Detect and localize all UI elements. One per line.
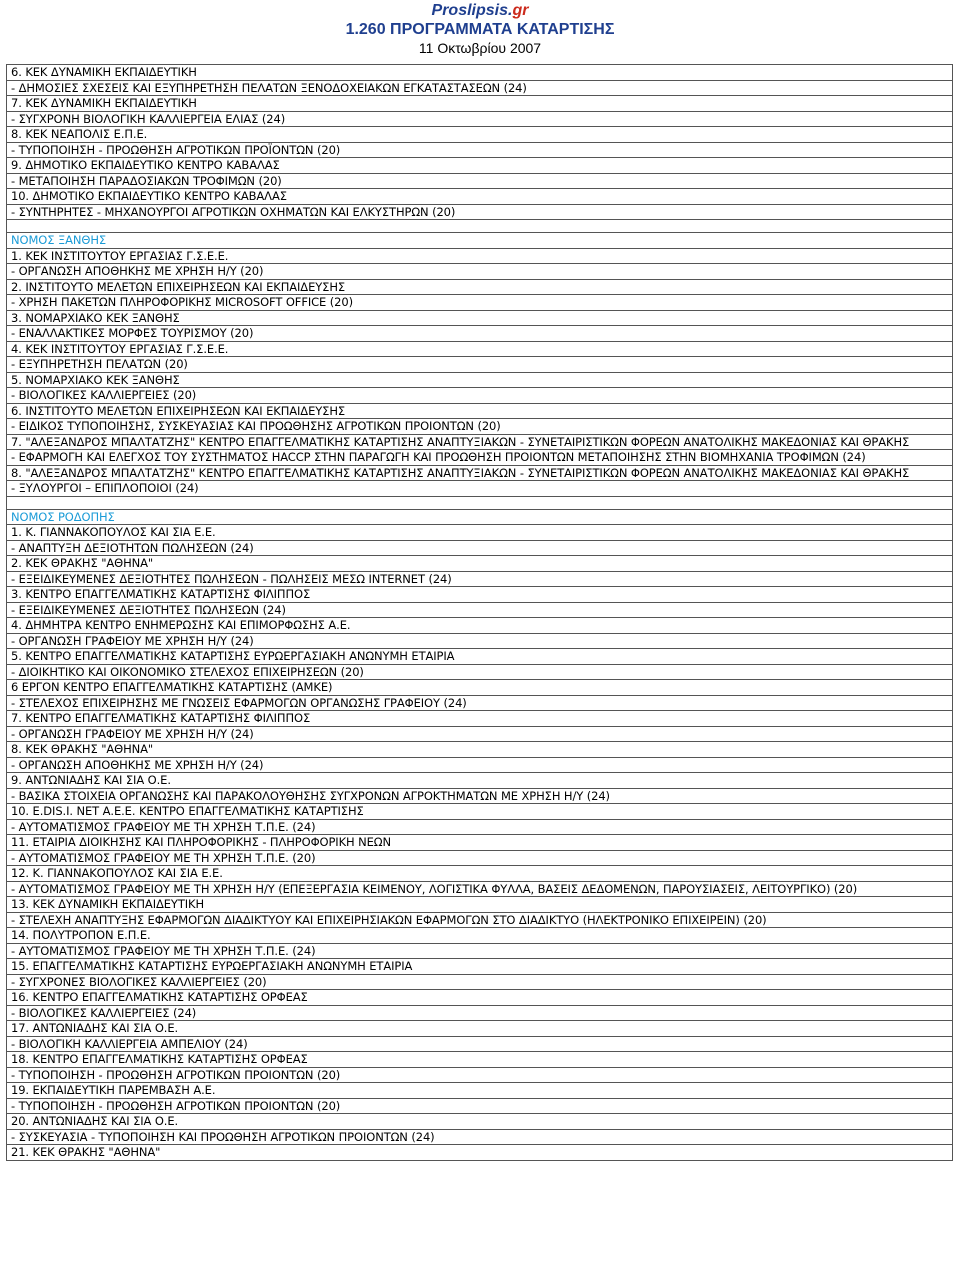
table-row xyxy=(7,850,953,866)
row-text: 1. Κ. ΓΙΑΝΝΑΚΟΠΟΥΛΟΣ ΚΑΙ ΣΙΑ Ε.Ε. xyxy=(7,525,953,541)
section-heading-row xyxy=(7,233,953,249)
row-text: 5. ΝΟΜΑΡΧΙΑΚΟ ΚΕΚ ΞΑΝΘΗΣ xyxy=(7,372,953,388)
row-text: - ΣΥΓΧΡΟΝΕΣ ΒΙΟΛΟΓΙΚΕΣ ΚΑΛΛΙΕΡΓΕΙΕΣ (20) xyxy=(7,974,953,990)
row-text: - ΟΡΓΑΝΩΣΗ ΓΡΑΦΕΙΟΥ ΜΕ ΧΡΗΣΗ Η/Υ (24) xyxy=(7,726,953,742)
row-text: - ΟΡΓΑΝΩΣΗ ΓΡΑΦΕΙΟΥ ΜΕ ΧΡΗΣΗ Η/Υ (24) xyxy=(7,633,953,649)
table-row xyxy=(7,881,953,897)
spacer-cell xyxy=(7,220,953,233)
table-row xyxy=(7,571,953,587)
table-row xyxy=(7,96,953,112)
table-row xyxy=(7,1083,953,1099)
table-row xyxy=(7,587,953,603)
row-text: - ΑΥΤΟΜΑΤΙΣΜΟΣ ΓΡΑΦΕΙΟΥ ΜΕ ΤΗ ΧΡΗΣΗ Η/Υ (ΕΠΕΞΕΡΓΑΣΙΑ ΚΕΙΜΕΝΟΥ, ΛΟΓΙΣΤΙΚΑ ΦΥΛΛΑ, ΒΑΣΕΙΣ ΔΕΔΟΜΕΝΩΝ, ΠΑΡΟΥΣΙΑΣΕΙΣ, ΛΕΙΤΟΥΡΓΙΚΟ) (20) xyxy=(7,881,953,897)
table-row xyxy=(7,1129,953,1145)
table-row xyxy=(7,757,953,773)
table-row xyxy=(7,279,953,295)
row-text: 21. ΚΕΚ ΘΡΑΚΗΣ "ΑΘΗΝΑ" xyxy=(7,1145,953,1161)
row-text: 7. "ΑΛΕΞΑΝΔΡΟΣ ΜΠΑΛΤΑΤΖΗΣ" ΚΕΝΤΡΟ ΕΠΑΓΓΕΛΜΑΤΙΚΗΣ ΚΑΤΑΡΤΙΣΗΣ ΑΝΑΠΤΥΞΙΑΚΩΝ - ΣΥΝΕΤΑΙΡΙΣΤΙΚΩΝ ΦΟΡΕΩΝ ΑΝΑΤΟΛΙΚΗΣ ΜΑΚΕΔΟΝΙΑΣ ΚΑΙ ΘΡΑΚΗΣ xyxy=(7,434,953,450)
table-row xyxy=(7,127,953,143)
brand-name: Proslipsis. xyxy=(431,2,513,19)
row-text: 17. ΑΝΤΩΝΙΑΔΗΣ ΚΑΙ ΣΙΑ Ο.Ε. xyxy=(7,1021,953,1037)
row-text: 20. ΑΝΤΩΝΙΑΔΗΣ ΚΑΙ ΣΙΑ Ο.Ε. xyxy=(7,1114,953,1130)
row-text: 2. ΙΝΣΤΙΤΟΥΤΟ ΜΕΛΕΤΩΝ ΕΠΙΧΕΙΡΗΣΕΩΝ ΚΑΙ ΕΚΠΑΙΔΕΥΣΗΣ xyxy=(7,279,953,295)
table-row xyxy=(7,388,953,404)
table-row xyxy=(7,695,953,711)
table-row xyxy=(7,897,953,913)
table-row xyxy=(7,481,953,497)
programs-table xyxy=(6,64,953,1161)
row-text: 15. ΕΠΑΓΓΕΛΜΑΤΙΚΗΣ ΚΑΤΑΡΤΙΣΗΣ ΕΥΡΩΕΡΓΑΣΙΑΚΗ ΑΝΩΝΥΜΗ ΕΤΑΙΡΙΑ xyxy=(7,959,953,975)
table-row xyxy=(7,310,953,326)
row-text: - ΕΝΑΛΛΑΚΤΙΚΕΣ ΜΟΡΦΕΣ ΤΟΥΡΙΣΜΟΥ (20) xyxy=(7,326,953,342)
table-row xyxy=(7,173,953,189)
row-text: - ΟΡΓΑΝΩΣΗ ΑΠΟΘΗΚΗΣ ΜΕ ΧΡΗΣΗ Η/Υ (20) xyxy=(7,264,953,280)
table-row xyxy=(7,804,953,820)
row-text: - ΒΙΟΛΟΓΙΚΕΣ ΚΑΛΛΙΕΡΓΕΙΕΣ (20) xyxy=(7,388,953,404)
row-text: 16. ΚΕΝΤΡΟ ΕΠΑΓΓΕΛΜΑΤΙΚΗΣ ΚΑΤΑΡΤΙΣΗΣ ΟΡΦΕΑΣ xyxy=(7,990,953,1006)
row-text: - ΣΥΣΚΕΥΑΣΙΑ - ΤΥΠΟΠΟΙΗΣΗ ΚΑΙ ΠΡΟΩΘΗΣΗ ΑΓΡΟΤΙΚΩΝ ΠΡΟΙΟΝΤΩΝ (24) xyxy=(7,1129,953,1145)
row-text: 4. ΔΗΜΗΤΡΑ ΚΕΝΤΡΟ ΕΝΗΜΕΡΩΣΗΣ ΚΑΙ ΕΠΙΜΟΡΦΩΣΗΣ Α.Ε. xyxy=(7,618,953,634)
section-heading: ΝΟΜΟΣ ΞΑΝΘΗΣ xyxy=(7,233,953,249)
programs-table-body xyxy=(7,65,953,1161)
row-text: 8. "ΑΛΕΞΑΝΔΡΟΣ ΜΠΑΛΤΑΤΖΗΣ" ΚΕΝΤΡΟ ΕΠΑΓΓΕΛΜΑΤΙΚΗΣ ΚΑΤΑΡΤΙΣΗΣ ΑΝΑΠΤΥΞΙΑΚΩΝ - ΣΥΝΕΤΑΙΡΙΣΤΙΚΩΝ ΦΟΡΕΩΝ ΑΝΑΤΟΛΙΚΗΣ ΜΑΚΕΔΟΝΙΑΣ ΚΑΙ ΘΡΑΚΗΣ xyxy=(7,465,953,481)
row-text: 10. ΔΗΜΟΤΙΚΟ ΕΚΠΑΙΔΕΥΤΙΚΟ ΚΕΝΤΡΟ ΚΑΒΑΛΑΣ xyxy=(7,189,953,205)
table-row xyxy=(7,111,953,127)
table-row xyxy=(7,742,953,758)
table-row xyxy=(7,1114,953,1130)
table-row xyxy=(7,1098,953,1114)
table-row xyxy=(7,711,953,727)
row-text: 2. ΚΕΚ ΘΡΑΚΗΣ "ΑΘΗΝΑ" xyxy=(7,556,953,572)
section-heading-row xyxy=(7,509,953,525)
table-row xyxy=(7,1052,953,1068)
table-row xyxy=(7,357,953,373)
table-row xyxy=(7,465,953,481)
table-row xyxy=(7,248,953,264)
row-text: - ΕΙΔΙΚΟΣ ΤΥΠΟΠΟΙΗΣΗΣ, ΣΥΣΚΕΥΑΣΙΑΣ ΚΑΙ ΠΡΟΩΘΗΣΗΣ ΑΓΡΟΤΙΚΩΝ ΠΡΟΙΟΝΤΩΝ (20) xyxy=(7,419,953,435)
spacer-cell xyxy=(7,496,953,509)
row-text: 1. ΚΕΚ ΙΝΣΤΙΤΟΥΤΟΥ ΕΡΓΑΣΙΑΣ Γ.Σ.Ε.Ε. xyxy=(7,248,953,264)
table-row xyxy=(7,434,953,450)
document-title: 1.260 ΠΡΟΓΡΑΜΜΑΤΑ ΚΑΤΑΡΤΙΣΗΣ xyxy=(345,21,615,38)
row-text: 3. ΚΕΝΤΡΟ ΕΠΑΓΓΕΛΜΑΤΙΚΗΣ ΚΑΤΑΡΤΙΣΗΣ ΦΙΛΙΠΠΟΣ xyxy=(7,587,953,603)
table-row xyxy=(7,943,953,959)
table-row xyxy=(7,372,953,388)
table-row xyxy=(7,189,953,205)
row-text: - ΒΙΟΛΟΓΙΚΕΣ ΚΑΛΛΙΕΡΓΕΙΕΣ (24) xyxy=(7,1005,953,1021)
document-date: 11 Οκτωβρίου 2007 xyxy=(418,40,542,56)
row-text: - ΞΥΛΟΥΡΓΟΙ – ΕΠΙΠΛΟΠΟΙΟΙ (24) xyxy=(7,481,953,497)
row-text: - ΤΥΠΟΠΟΙΗΣΗ - ΠΡΟΩΘΗΣΗ ΑΓΡΟΤΙΚΩΝ ΠΡΟΙΟΝΤΩΝ (20) xyxy=(7,1067,953,1083)
row-text: - ΣΤΕΛΕΧΟΣ ΕΠΙΧΕΙΡΗΣΗΣ ΜΕ ΓΝΩΣΕΙΣ ΕΦΑΡΜΟΓΩΝ ΟΡΓΑΝΩΣΗΣ ΓΡΑΦΕΙΟΥ (24) xyxy=(7,695,953,711)
table-row xyxy=(7,788,953,804)
spacer-row xyxy=(7,220,953,233)
row-text: - ΣΥΝΤΗΡΗΤΕΣ - ΜΗΧΑΝΟΥΡΓΟΙ ΑΓΡΟΤΙΚΩΝ ΟΧΗΜΑΤΩΝ ΚΑΙ ΕΛΚΥΣΤΗΡΩΝ (20) xyxy=(7,204,953,220)
table-row xyxy=(7,326,953,342)
table-row xyxy=(7,773,953,789)
table-row xyxy=(7,664,953,680)
table-row xyxy=(7,525,953,541)
section-heading: ΝΟΜΟΣ ΡΟΔΟΠΗΣ xyxy=(7,509,953,525)
row-text: - ΤΥΠΟΠΟΙΗΣΗ - ΠΡΟΩΘΗΣΗ ΑΓΡΟΤΙΚΩΝ ΠΡΟΪΟΝΤΩΝ (20) xyxy=(7,142,953,158)
table-row xyxy=(7,80,953,96)
row-text: - ΜΕΤΑΠΟΙΗΣΗ ΠΑΡΑΔΟΣΙΑΚΩΝ ΤΡΟΦΙΜΩΝ (20) xyxy=(7,173,953,189)
table-row xyxy=(7,142,953,158)
table-row xyxy=(7,341,953,357)
row-text: 8. ΚΕΚ ΝΕΑΠΟΛΙΣ Ε.Π.Ε. xyxy=(7,127,953,143)
row-text: 12. Κ. ΓΙΑΝΝΑΚΟΠΟΥΛΟΣ ΚΑΙ ΣΙΑ Ε.Ε. xyxy=(7,866,953,882)
row-text: - ΣΤΕΛΕΧΗ ΑΝΑΠΤΥΞΗΣ ΕΦΑΡΜΟΓΩΝ ΔΙΑΔΙΚΤΥΟΥ ΚΑΙ ΕΠΙΧΕΙΡΗΣΙΑΚΩΝ ΕΦΑΡΜΟΓΩΝ ΣΤΟ ΔΙΑΔΙΚΤΥΟ (ΗΛΕΚΤΡΟΝΙΚΟ ΕΠΙΧΕΙΡΕΙΝ) (20) xyxy=(7,912,953,928)
table-row xyxy=(7,295,953,311)
table-row xyxy=(7,912,953,928)
table-row xyxy=(7,264,953,280)
row-text: - ΒΙΟΛΟΓΙΚΗ ΚΑΛΛΙΕΡΓΕΙΑ ΑΜΠΕΛΙΟΥ (24) xyxy=(7,1036,953,1052)
row-text: - ΕΞΕΙΔΙΚΕΥΜΕΝΕΣ ΔΕΞΙΟΤΗΤΕΣ ΠΩΛΗΣΕΩΝ - ΠΩΛΗΣΕΙΣ ΜΕΣΩ INTERNET (24) xyxy=(7,571,953,587)
row-text: - ΕΞΥΠΗΡΕΤΗΣΗ ΠΕΛΑΤΩΝ (20) xyxy=(7,357,953,373)
row-text: 4. ΚΕΚ ΙΝΣΤΙΤΟΥΤΟΥ ΕΡΓΑΣΙΑΣ Γ.Σ.Ε.Ε. xyxy=(7,341,953,357)
row-text: 18. ΚΕΝΤΡΟ ΕΠΑΓΓΕΛΜΑΤΙΚΗΣ ΚΑΤΑΡΤΙΣΗΣ ΟΡΦΕΑΣ xyxy=(7,1052,953,1068)
site-logo xyxy=(330,2,630,20)
page-header xyxy=(330,2,630,57)
row-text: 8. ΚΕΚ ΘΡΑΚΗΣ "ΑΘΗΝΑ" xyxy=(7,742,953,758)
row-text: 19. ΕΚΠΑΙΔΕΥΤΙΚΗ ΠΑΡΕΜΒΑΣΗ Α.Ε. xyxy=(7,1083,953,1099)
table-row xyxy=(7,403,953,419)
table-row xyxy=(7,1036,953,1052)
table-row xyxy=(7,602,953,618)
row-text: 6. ΙΝΣΤΙΤΟΥΤΟ ΜΕΛΕΤΩΝ ΕΠΙΧΕΙΡΗΣΕΩΝ ΚΑΙ ΕΚΠΑΙΔΕΥΣΗΣ xyxy=(7,403,953,419)
table-row xyxy=(7,419,953,435)
spacer-row xyxy=(7,496,953,509)
row-text: - ΑΝΑΠΤΥΞΗ ΔΕΞΙΟΤΗΤΩΝ ΠΩΛΗΣΕΩΝ (24) xyxy=(7,540,953,556)
row-text: 14. ΠΟΛΥΤΡΟΠΟΝ Ε.Π.Ε. xyxy=(7,928,953,944)
table-row xyxy=(7,959,953,975)
table-row xyxy=(7,819,953,835)
row-text: 7. ΚΕΝΤΡΟ ΕΠΑΓΓΕΛΜΑΤΙΚΗΣ ΚΑΤΑΡΤΙΣΗΣ ΦΙΛΙΠΠΟΣ xyxy=(7,711,953,727)
brand-tld: gr xyxy=(512,2,529,19)
row-text: - ΑΥΤΟΜΑΤΙΣΜΟΣ ΓΡΑΦΕΙΟΥ ΜΕ ΤΗ ΧΡΗΣΗ Τ.Π.Ε. (24) xyxy=(7,943,953,959)
table-row xyxy=(7,618,953,634)
row-text: - ΑΥΤΟΜΑΤΙΣΜΟΣ ΓΡΑΦΕΙΟΥ ΜΕ ΤΗ ΧΡΗΣΗ Τ.Π.Ε. (24) xyxy=(7,819,953,835)
row-text: - ΕΞΕΙΔΙΚΕΥΜΕΝΕΣ ΔΕΞΙΟΤΗΤΕΣ ΠΩΛΗΣΕΩΝ (24) xyxy=(7,602,953,618)
row-text: - ΒΑΣΙΚΑ ΣΤΟΙΧΕΙΑ ΟΡΓΑΝΩΣΗΣ ΚΑΙ ΠΑΡΑΚΟΛΟΥΘΗΣΗΣ ΣΥΓΧΡΟΝΩΝ ΑΓΡΟΚΤΗΜΑΤΩΝ ΜΕ ΧΡΗΣΗ Η/Υ (24) xyxy=(7,788,953,804)
table-row xyxy=(7,990,953,1006)
table-row xyxy=(7,835,953,851)
table-row xyxy=(7,633,953,649)
table-row xyxy=(7,450,953,466)
table-row xyxy=(7,866,953,882)
row-text: 13. ΚΕΚ ΔΥΝΑΜΙΚΗ ΕΚΠΑΙΔΕΥΤΙΚΗ xyxy=(7,897,953,913)
row-text: 10. E.DIS.I. NET Α.Ε.Ε. ΚΕΝΤΡΟ ΕΠΑΓΓΕΛΜΑΤΙΚΗΣ ΚΑΤΑΡΤΙΣΗΣ xyxy=(7,804,953,820)
row-text: - ΤΥΠΟΠΟΙΗΣΗ - ΠΡΟΩΘΗΣΗ ΑΓΡΟΤΙΚΩΝ ΠΡΟΙΟΝΤΩΝ (20) xyxy=(7,1098,953,1114)
table-row xyxy=(7,680,953,696)
row-text: 11. ΕΤΑΙΡΙΑ ΔΙΟΙΚΗΣΗΣ ΚΑΙ ΠΛΗΡΟΦΟΡΙΚΗΣ - ΠΛΗΡΟΦΟΡΙΚΗ ΝΕΩΝ xyxy=(7,835,953,851)
table-row xyxy=(7,1067,953,1083)
table-row xyxy=(7,204,953,220)
table-row xyxy=(7,1145,953,1161)
table-row xyxy=(7,1021,953,1037)
row-text: 9. ΔΗΜΟΤΙΚΟ ΕΚΠΑΙΔΕΥΤΙΚΟ ΚΕΝΤΡΟ ΚΑΒΑΛΑΣ xyxy=(7,158,953,174)
row-text: 6 ΕΡΓΟΝ ΚΕΝΤΡΟ ΕΠΑΓΓΕΛΜΑΤΙΚΗΣ ΚΑΤΑΡΤΙΣΗΣ (ΑΜΚΕ) xyxy=(7,680,953,696)
table-row xyxy=(7,1005,953,1021)
row-text: - ΔΗΜΟΣΙΕΣ ΣΧΕΣΕΙΣ ΚΑΙ ΕΞΥΠΗΡΕΤΗΣΗ ΠΕΛΑΤΩΝ ΞΕΝΟΔΟΧΕΙΑΚΩΝ ΕΓΚΑΤΑΣΤΑΣΕΩΝ (24) xyxy=(7,80,953,96)
row-text: 6. ΚΕΚ ΔΥΝΑΜΙΚΗ ΕΚΠΑΙΔΕΥΤΙΚΗ xyxy=(7,65,953,81)
row-text: 3. ΝΟΜΑΡΧΙΑΚΟ ΚΕΚ ΞΑΝΘΗΣ xyxy=(7,310,953,326)
row-text: 9. ΑΝΤΩΝΙΑΔΗΣ ΚΑΙ ΣΙΑ Ο.Ε. xyxy=(7,773,953,789)
row-text: - ΑΥΤΟΜΑΤΙΣΜΟΣ ΓΡΑΦΕΙΟΥ ΜΕ ΤΗ ΧΡΗΣΗ Τ.Π.Ε. (20) xyxy=(7,850,953,866)
table-row xyxy=(7,649,953,665)
row-text: - ΔΙΟΙΚΗΤΙΚΟ ΚΑΙ ΟΙΚΟΝΟΜΙΚΟ ΣΤΕΛΕΧΟΣ ΕΠΙΧΕΙΡΗΣΕΩΝ (20) xyxy=(7,664,953,680)
table-row xyxy=(7,540,953,556)
table-row xyxy=(7,65,953,81)
row-text: - ΧΡΗΣΗ ΠΑΚΕΤΩΝ ΠΛΗΡΟΦΟΡΙΚΗΣ MICROSOFT OFFICE (20) xyxy=(7,295,953,311)
table-row xyxy=(7,556,953,572)
row-text: 7. ΚΕΚ ΔΥΝΑΜΙΚΗ ΕΚΠΑΙΔΕΥΤΙΚΗ xyxy=(7,96,953,112)
table-row xyxy=(7,726,953,742)
table-row xyxy=(7,974,953,990)
row-text: - ΣΥΓΧΡΟΝΗ ΒΙΟΛΟΓΙΚΗ ΚΑΛΛΙΕΡΓΕΙΑ ΕΛΙΑΣ (24) xyxy=(7,111,953,127)
row-text: - ΟΡΓΑΝΩΣΗ ΑΠΟΘΗΚΗΣ ΜΕ ΧΡΗΣΗ Η/Υ (24) xyxy=(7,757,953,773)
table-row xyxy=(7,928,953,944)
row-text: - ΕΦΑΡΜΟΓΗ ΚΑΙ ΕΛΕΓΧΟΣ ΤΟΥ ΣΥΣΤΗΜΑΤΟΣ HACCP ΣΤΗΝ ΠΑΡΑΓΩΓΗ ΚΑΙ ΠΡΟΩΘΗΣΗ ΠΡΟΙΟΝΤΩΝ ΜΕΤΑΠΟΙΗΣΗΣ ΣΤΗΝ ΒΙΟΜΗΧΑΝΙΑ ΤΡΟΦΙΜΩΝ (24) xyxy=(7,450,953,466)
row-text: 5. ΚΕΝΤΡΟ ΕΠΑΓΓΕΛΜΑΤΙΚΗΣ ΚΑΤΑΡΤΙΣΗΣ ΕΥΡΩΕΡΓΑΣΙΑΚΗ ΑΝΩΝΥΜΗ ΕΤΑΙΡΙΑ xyxy=(7,649,953,665)
table-row xyxy=(7,158,953,174)
